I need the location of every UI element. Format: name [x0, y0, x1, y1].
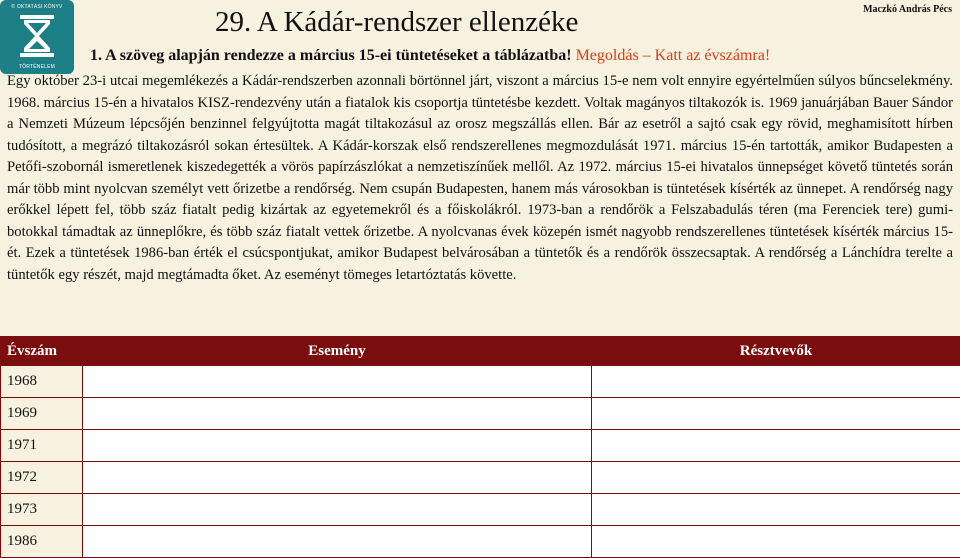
year-cell-1986[interactable]: 1986 — [1, 526, 83, 558]
table-row — [1, 366, 960, 398]
year-cell-1973[interactable]: 1973 — [1, 494, 83, 526]
table-row — [1, 462, 960, 494]
column-header-year: Évszám — [1, 337, 83, 366]
publisher-logo — [0, 0, 74, 74]
events-table — [0, 336, 960, 558]
participants-cell — [592, 462, 960, 494]
event-cell — [83, 462, 592, 494]
event-cell — [83, 398, 592, 430]
table-header-row — [1, 337, 960, 366]
task-instruction — [90, 47, 770, 65]
event-cell — [83, 366, 592, 398]
source-text: Egy október 23-i utcai megemlékezés a Kádár-rendszerben azonnali börtönnel járt, viszont a március 15-e nem volt ennyire egyértelműen súlyos bűncselekmény. 1968. március 15-én a hivatalos KISZ-rendezvény után a fiatalok kis csoportja tüntetésbe kezdett. Voltak magányos tiltakozók is. 1969 januárjában Bauer Sándor a Nemzeti Múzeum lépcsőjén benzinnel felgyújtotta magát tiltakozásul az orosz megszállás ellen. Bár az esetről a sajtó csak egy rövid, meghamisított hírben tudósított, a megrázó tiltakozásról sokan értesültek. A Kádár-korszak első rendszerellenes megmozdulását 1971. március 15-én tartották, amikor Budapesten a Petőfi-szobornál ismeretlenek kiszedegették a vörös papírzászlókat a nemzetiszínűek mellől. Az 1972. március 15-ei hivatalos ünnepséget követő tüntetés során már több mint nyolcvan személyt vett őrizetbe a rendőrség. Nem csupán Budapesten, hanem más városokban is tüntetések kísérték az ünnepet. A rendőrség nagy erőkkel lépett fel, több száz fiatalt pedig kizártak az egyetemekről és a főiskolákról. 1973-ban a rendőrök a Felszabadulás téren (ma Ferenciek tere) gumi-botokkal támadtak az ünneplőkre, és több száz fiatalt vettek őrizetbe. A nyolcvanas évek közepén ismét nagyobb rendszerellenes tüntetések kísérték március 15-ét. Ezek a tüntetések 1986-ban érték el csúcspontjukat, amikor Budapest belvárosában a tüntetők és a rendőrök összecsaptak. A rendőrség a Lánchídra terelte a tüntetők egy részét, majd megtámadta őket. Az eseményt tömeges letartóztatás követte. — [7, 71, 953, 286]
author-label: Maczkó András Pécs — [863, 4, 952, 15]
participants-cell — [592, 430, 960, 462]
table-row — [1, 526, 960, 558]
table-row — [1, 398, 960, 430]
event-cell — [83, 494, 592, 526]
column-header-event: Esemény — [83, 337, 592, 366]
participants-cell — [592, 366, 960, 398]
participants-cell — [592, 526, 960, 558]
hourglass-icon — [17, 14, 57, 58]
task-text: 1. A szöveg alapján rendezze a március 15-ei tüntetéseket a táblázatba! — [90, 47, 572, 64]
table-row — [1, 430, 960, 462]
participants-cell — [592, 398, 960, 430]
year-cell-1968[interactable]: 1968 — [1, 366, 83, 398]
year-cell-1969[interactable]: 1969 — [1, 398, 83, 430]
logo-bottom-text: TÖRTÉNELEM — [0, 64, 74, 70]
column-header-participants: Résztvevők — [592, 337, 960, 366]
event-cell — [83, 430, 592, 462]
year-cell-1971[interactable]: 1971 — [1, 430, 83, 462]
table-row — [1, 494, 960, 526]
year-cell-1972[interactable]: 1972 — [1, 462, 83, 494]
page-title: 29. A Kádár-rendszer ellenzéke — [215, 6, 578, 39]
logo-top-text: © OKTATÁSI KÖNYV — [0, 4, 74, 10]
solution-link[interactable]: Megoldás – Katt az évszámra! — [576, 47, 771, 64]
event-cell — [83, 526, 592, 558]
participants-cell — [592, 494, 960, 526]
